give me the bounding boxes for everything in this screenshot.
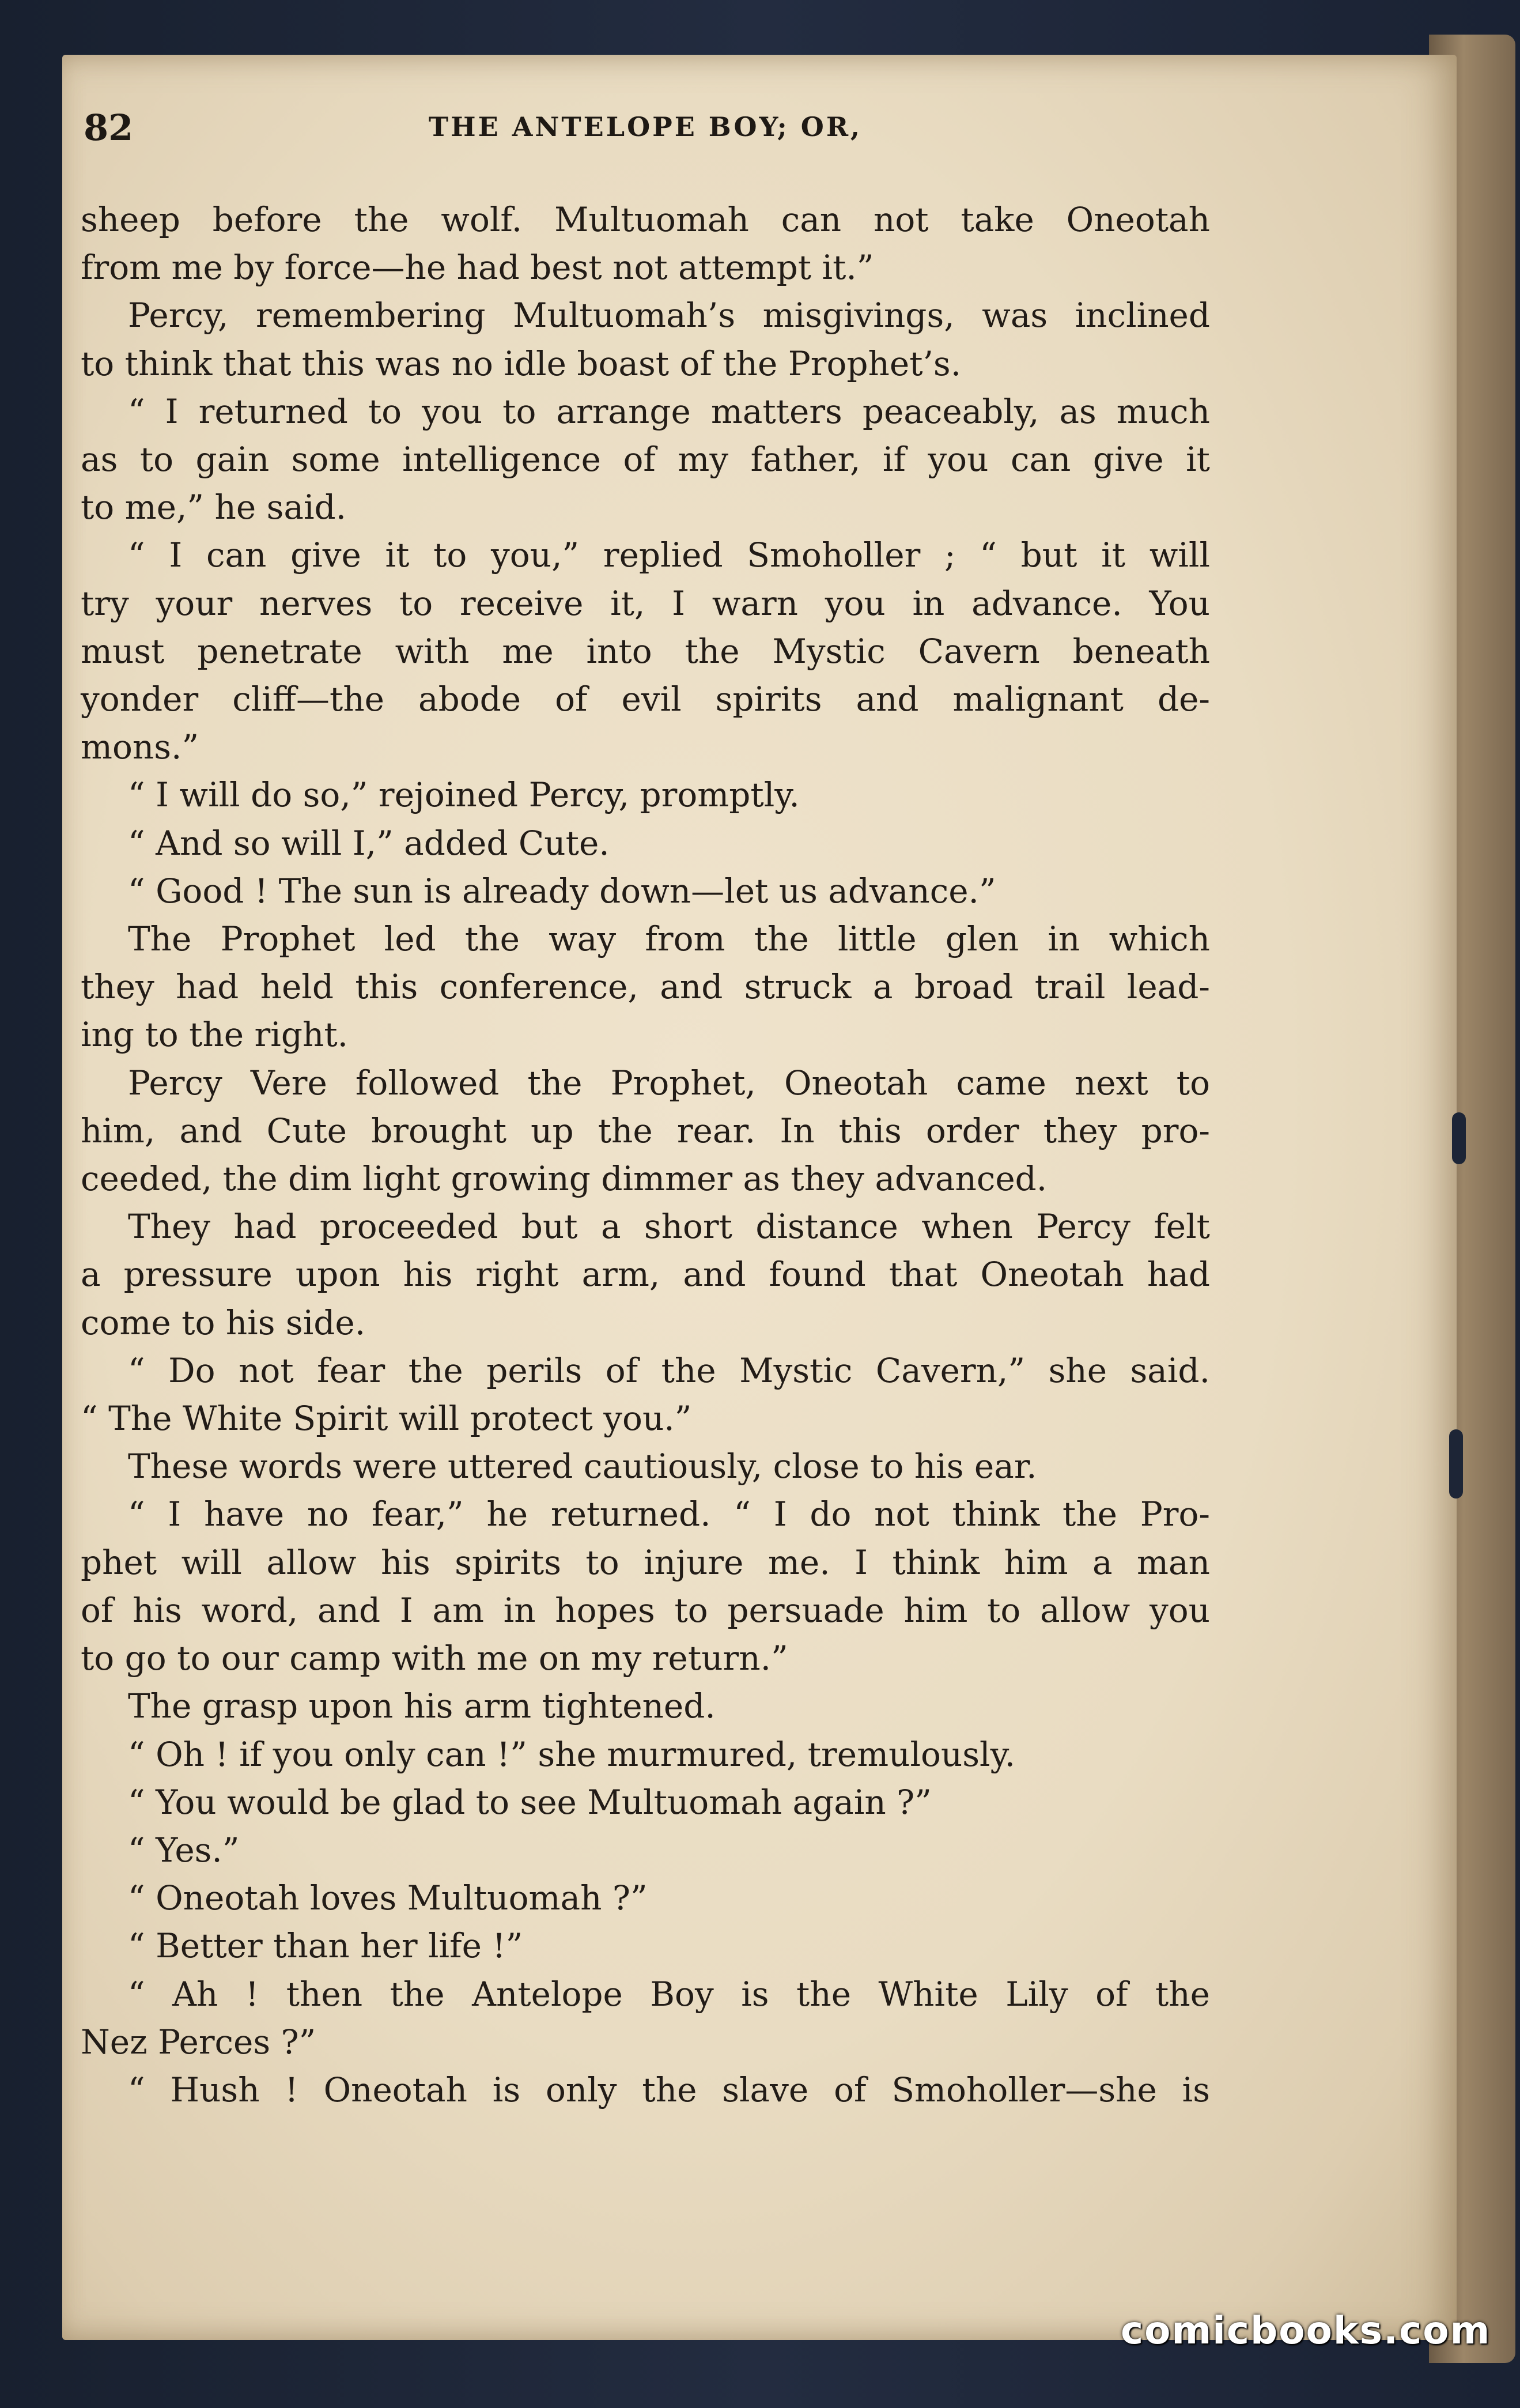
text-line: The grasp upon his arm tightened. — [128, 1686, 716, 1726]
text-line: Percy Vere followed the Prophet, Oneotah came next to — [128, 1063, 1210, 1103]
text-line: These words were uttered cautiously, close to his ear. — [128, 1447, 1037, 1486]
text-line: come to his side. — [81, 1303, 366, 1342]
text-line: “ And so will I,” added Cute. — [128, 823, 610, 863]
text-line: a pressure upon his right arm, and found that Oneotah had — [81, 1255, 1210, 1294]
text-line: “ I will do so,” rejoined Percy, promptly. — [128, 775, 800, 815]
page-number: 82 — [84, 107, 134, 149]
text-line: ing to the right. — [81, 1015, 349, 1055]
text-line: “ Oh ! if you only can !” she murmured, tremulously. — [128, 1734, 1016, 1774]
text-line: must penetrate with me into the Mystic Cavern beneath — [81, 631, 1210, 671]
text-line: to me,” he said. — [81, 488, 347, 527]
text-line: “ Good ! The sun is already down—let us advance.” — [128, 871, 996, 911]
text-line: “ Oneotah loves Multuomah ?” — [128, 1878, 648, 1918]
body-text — [81, 196, 1210, 2114]
text-line: to go to our camp with me on my return.” — [81, 1639, 788, 1678]
text-line: “ Hush ! Oneotah is only the slave of Smoholler—she is — [128, 2070, 1210, 2109]
page-header — [84, 107, 1207, 170]
text-line: Nez Perces ?” — [81, 2022, 316, 2062]
text-line: sheep before the wolf. Multuomah can not take Oneotah — [81, 200, 1210, 239]
text-line: from me by force—he had best not attempt it.” — [81, 248, 874, 288]
text-line: “ I have no fear,” he returned. “ I do not think the Pro- — [128, 1494, 1210, 1534]
page-tear — [1452, 1112, 1466, 1164]
text-line: him, and Cute brought up the rear. In this order they pro- — [81, 1111, 1210, 1150]
running-head: THE ANTELOPE BOY; OR, — [428, 111, 863, 142]
text-line: to think that this was no idle boast of the Prophet’s. — [81, 344, 962, 383]
text-line: as to gain some intelligence of my father, if you can give it — [81, 440, 1210, 480]
text-line: “ The White Spirit will protect you.” — [81, 1399, 692, 1439]
text-line: yonder cliff—the abode of evil spirits and malignant de- — [81, 680, 1210, 719]
text-line: “ Better than her life !” — [128, 1926, 523, 1966]
text-line: The Prophet led the way from the little glen in which — [128, 919, 1210, 959]
text-line: They had proceeded but a short distance when Percy felt — [128, 1207, 1210, 1247]
watermark: comicbooks.com — [1121, 2308, 1491, 2353]
text-line: they had held this conference, and struck a broad trail lead- — [81, 967, 1210, 1007]
text-line: “ Ah ! then the Antelope Boy is the White Lily of the — [128, 1974, 1210, 2014]
text-line: of his word, and I am in hopes to persuade him to allow you — [81, 1590, 1210, 1630]
text-line: Percy, remembering Multuomah’s misgivings, was inclined — [128, 296, 1210, 335]
text-line: “ I returned to you to arrange matters peaceably, as much — [128, 391, 1210, 431]
text-line: phet will allow his spirits to injure me. I think him a man — [81, 1542, 1210, 1582]
text-line: try your nerves to receive it, I warn you in advance. You — [81, 583, 1210, 623]
text-line: mons.” — [81, 727, 199, 767]
text-line: ceeded, the dim light growing dimmer as they advanced. — [81, 1159, 1048, 1199]
text-line: “ Do not fear the perils of the Mystic Cavern,” she said. — [128, 1350, 1210, 1390]
text-line: “ Yes.” — [128, 1830, 240, 1870]
page-tear — [1449, 1429, 1463, 1499]
text-line: “ I can give it to you,” replied Smoholler ; “ but it will — [128, 535, 1210, 575]
text-line: “ You would be glad to see Multuomah again ?” — [128, 1782, 932, 1822]
